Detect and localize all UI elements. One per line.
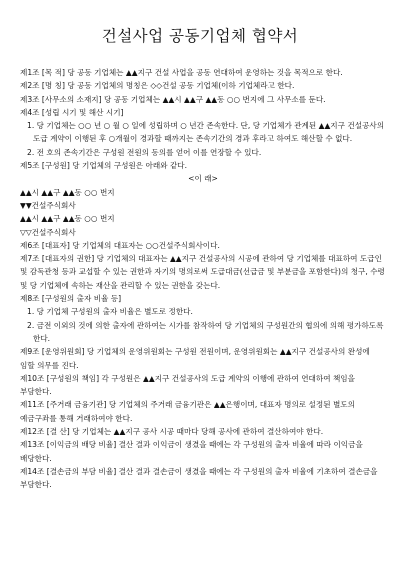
article-6: 제6조 [대표자] 당 기업체의 대표자는 ○○건설주식회사이다. xyxy=(20,240,220,250)
article-1: 제1조 [목 적] 당 공동 기업체는 ▲▲지구 건설 사업을 공동 연대하여 운영하는 것을 목적으로 한다. xyxy=(20,68,343,77)
member-2-address: ▲▲시 ▲▲구 ▲▲동 ○○ 번지 xyxy=(20,214,115,224)
member-2-name: ▽▽건설주식회사 xyxy=(20,227,76,237)
article-8-item-2: 2. 금전 이외의 것에 의한 출자에 관하여는 시가를 참작하여 당 기업체의 구성원간의 협의에 의해 평가하도록 한다. xyxy=(27,320,384,343)
below-marker: <이 래> xyxy=(188,174,218,184)
article-10: 제10조 [구성원의 책임] 각 구성원은 ▲▲지구 건설공사의 도급 계약의 이행에 관하여 연대하여 책임을 부담한다. xyxy=(20,373,355,397)
article-3: 제3조 [사무소의 소재지] 당 공동 기업체는 ▲▲시 ▲▲구 ▲▲동 ○○ 번지에 그 사무소를 둔다. xyxy=(20,94,326,104)
article-7: 제7조 [대표자의 권한] 당 기업체의 대표자는 ▲▲지구 건설공사의 시공에 관하여 당 기업체를 대표하여 도급인 및 감독관청 등과 교섭할 수 있는 권한과 자기의 명의로써 도급대금(선급금 및 부분금을 포함한다)의 청구, 수령 및 당 기업체에 속하는 재산을 관리할 수 있는 권한을 갖는다. xyxy=(20,254,385,290)
article-5: 제5조 [구성원] 당 기업체의 구성원은 아래와 같다. xyxy=(20,161,188,171)
article-11: 제11조 [주거래 금융기관] 당 기업체의 주거래 금융기관은 ▲▲은행이며, 대표자 명의로 설정된 별도의 예금구좌를 통해 거래하여야 한다. xyxy=(20,400,355,423)
article-2: 제2조 [명 칭] 당 공동 기업체의 명칭은 ◇◇건설 공동 기업체(이하 기업체라고 한다. xyxy=(20,81,295,91)
document-title: 건설사업 공동기업체 협약서 xyxy=(101,27,299,45)
member-1-name: ▼▼건설주식회사 xyxy=(20,200,76,210)
article-9: 제9조 [운영위원회] 당 기업체의 운영위원회는 구성원 전원이며, 운영위원회는 ▲▲지구 건설공사의 완성에 임할 의무를 진다. xyxy=(20,347,370,370)
article-4-item-2: 2. 전 호의 존속기간은 구성원 전원의 동의를 얻어 이를 연장할 수 있다. xyxy=(27,147,262,157)
article-4: 제4조 [성립 시기 및 해산 시기] xyxy=(20,107,124,117)
article-8-item-1: 1. 당 기업체 구성원의 출자 비율은 별도로 정한다. xyxy=(27,307,193,317)
document-body xyxy=(20,66,386,492)
article-4-item-1: 1. 당 기업체는 ○○ 년 ○ 월 ○ 일에 성립하며 ○ 년간 존속한다. 단, 당 기업체가 관계된 ▲▲지구 건설공사의 도급 계약이 이행된 후 ○개월이 경과할 때까지는 존속기간의 경과 후라고 하여도 해산할 수 없다. xyxy=(27,121,385,144)
article-13: 제13조 [이익금의 배당 비율] 결산 결과 이익금이 생겼을 때에는 각 구성원의 출자 비율에 따라 이익금을 배당한다. xyxy=(20,440,363,463)
article-14: 제14조 [결손금의 부담 비율] 결산 결과 결손금이 생겼을 때에는 각 구성원의 출자 비율에 기초하여 결손금을 부담한다. xyxy=(20,466,378,490)
article-8: 제8조 [구성원의 출자 비율 등] xyxy=(20,294,122,304)
article-12: 제12조 [결 산] 당 기업체는 ▲▲지구 공사 시공 때마다 당해 공사에 관하여 결산하여야 한다. xyxy=(20,427,324,437)
member-1-address: ▲▲시 ▲▲구 ▲▲동 ○○ 번지 xyxy=(20,187,115,197)
